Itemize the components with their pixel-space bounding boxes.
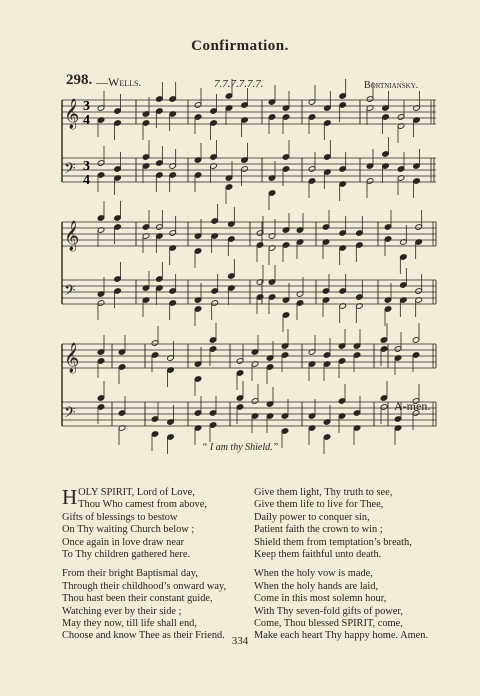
verse-line: Patient faith the crown to win ; [254, 524, 383, 536]
verse-line: Give them light, Thy truth to see, [254, 487, 393, 498]
verse-line: On Thy waiting Church below ; [62, 524, 195, 536]
time-signature-top: 3 [83, 99, 90, 114]
verse-line: When the holy hands are laid, [254, 580, 379, 592]
verse-line: Keep them faithful unto death. [254, 549, 382, 561]
verse-line: Thou hast been their constant guide, [62, 593, 213, 605]
verse-line: Come, Thou blessed SPIRIT, come, [254, 618, 403, 630]
verse-line: May they now, till life shall end, [62, 618, 197, 630]
verse-line: Give them life to live for Thee, [254, 499, 384, 511]
verse-line: Make each heart Thy happy home. Amen. [254, 630, 429, 642]
verse-line: With Thy seven-fold gifts of power, [254, 605, 404, 617]
verse-line: Shield them from temptation’s breath, [254, 536, 412, 548]
verse-3 [254, 487, 428, 561]
treble-clef-icon: 𝄞 [64, 221, 80, 251]
verse-line: Watching ever by their side ; [62, 605, 182, 617]
time-signature-bottom-bass: 4 [83, 173, 90, 188]
time-signature-top-bass: 3 [83, 159, 90, 174]
verse-line: Daily power to conquer sin, [254, 511, 370, 523]
time-signature-bass [83, 159, 90, 188]
section-title: Confirmation. [191, 38, 289, 54]
verse-line: To Thy children gathered here. [62, 549, 191, 561]
verse-line: OLY SPIRIT, Lord of Love, [78, 487, 195, 498]
tune-name: —Wells. [96, 75, 142, 89]
bass-clef-icon: 𝄢 [64, 160, 76, 181]
verse-line: Once again in love draw near [62, 536, 185, 548]
hymn-meter: 7.7.7.7.7.7. [214, 78, 264, 90]
verses-left-column [62, 487, 226, 650]
verses-right-column [254, 487, 428, 650]
verse-4 [254, 568, 428, 642]
bass-clef-icon: 𝄢 [64, 282, 76, 303]
verse-line: Come in this most solemn hour, [254, 593, 387, 605]
hymn-number: 298. [66, 72, 93, 88]
composer-name: Bortniansky. [364, 80, 419, 91]
time-signature-treble [83, 99, 90, 128]
verse-line: Choose and know Thee as their Friend. [62, 630, 225, 642]
bass-clef-icon: 𝄢 [64, 404, 76, 425]
verse-2 [62, 568, 226, 642]
verse-1 [62, 487, 226, 561]
drop-cap: H [62, 485, 78, 509]
time-signature-bottom: 4 [83, 113, 90, 128]
amen-label: A-men. [394, 399, 431, 413]
verse-line: When the holy vow is made, [254, 568, 373, 580]
hymn-caption: “ I am thy Shield.” [201, 442, 279, 453]
treble-clef-icon: 𝄞 [64, 99, 80, 129]
verse-line: Gifts of blessings to bestow [62, 511, 178, 523]
page-number: 334 [231, 635, 249, 647]
verse-line: Thou Who camest from above, [78, 499, 207, 511]
treble-clef-icon: 𝄞 [64, 343, 80, 373]
verse-line: Through their childhood’s onward way, [62, 580, 227, 592]
verse-line: From their bright Baptismal day, [62, 568, 198, 580]
